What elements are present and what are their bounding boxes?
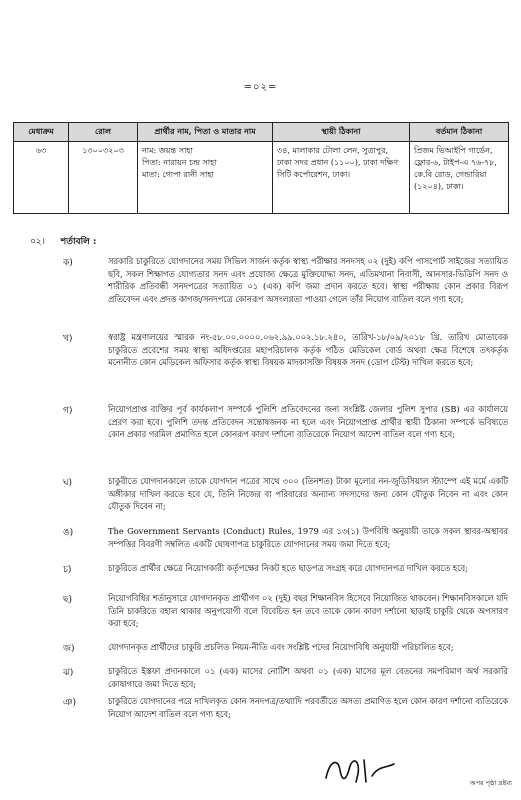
candidate-name: নাম: জয়ন্ত সাহা (142, 146, 193, 155)
candidate-table (13, 122, 509, 214)
header-merit: মেধাক্রম (14, 123, 69, 142)
section-title: শর্তাবলি : (60, 237, 97, 247)
clause-label: ঞ) (63, 698, 77, 708)
signature-icon (320, 752, 400, 788)
clause-label: চ) (63, 565, 72, 575)
cell-roll: ১৩০০৩২০৩ (69, 142, 138, 214)
cell-permanent-address: ৩৪, মালাকার টোলা লেন, সুত্রাপুর, ঢাকা সদর প্রধান (১১০০), ঢাকা দক্ষিণ সিটি কর্পোরেশন, ঢাকা। (273, 142, 410, 214)
clause-label: জ) (63, 644, 75, 654)
clause-text: সরকারি চাকুরিতে যোগদানের সময় সিভিল সার্জন কর্তৃক স্বাস্থ্য পরীক্ষার সনদসহ ০২ (দুই) কপি পাসপোর্ট সাইজের সত্যায়িত ছবি, সকল শিক্ষাগত যোগ্যতার সনদ এবং প্রযোজ্য ক্ষেত্রে মুক্তিযোদ্ধা সনদ, এতিমখানা নিবাসী, আনসার-ভিডিপি সনদ ও শারীরিক প্রতিবন্ধী সনদপত্রের সত্যায়িত ০১ (এক) কপি জমা প্রদান করতে হবে। স্বাস্থ্য পরীক্ষায় কোন প্রকার বিরূপ প্রতিবেদন এবং প্রদত্ত কাগজ/সনদপত্রে কোনরূপ অসংলগ্নতা পাওয়া গেলে তাঁর নিয়োগ বাতিল বলে গণ্য হবে; (108, 256, 508, 304)
section-number: ০২। (30, 237, 45, 247)
page-number: =০২= (243, 82, 278, 93)
clause-label: ছ) (63, 595, 72, 605)
clause-label: ঙ) (63, 528, 74, 538)
header-name: প্রার্থীর নাম, পিতা ও মাতার নাম (138, 123, 273, 142)
footer-note: অপর পৃষ্ঠা দ্রষ্টব্য (470, 779, 513, 787)
cell-merit: ৬৩ (14, 142, 69, 214)
clause-text: চাকুরিতে যোগদানের পরে দাখিলকৃত কোন সনদপত্র/তথ্যাদি পরবর্তীতে অসত্য প্রমাণিত হলে কোন কারণ দর্শানো ব্যতিরেকে নিয়োগ আদেশ বাতিল বলে গণ্য হবে; (108, 696, 508, 719)
clause-text: যোগদানকৃত প্রার্থীদের চাকুরি প্রচলিত নিয়ম-নীতি এবং সংশ্লিষ্ট পদের নিয়োগবিধি অনুযায়ী পরিচালিত হবে; (108, 642, 454, 652)
cell-name (138, 142, 273, 214)
header-permanent-address: স্থায়ী ঠিকানা (273, 123, 410, 142)
table-header-row (14, 123, 509, 142)
clause-text: চাকুরীতে যোগদানকালে তাকে যোগদান পত্রের সাথে ৩০০ (তিনশত) টাকা মূল্যের নন-জুডিসিয়াল স্ট্যাম্পে এই মর্মে একটি অঙ্গীকার দাখিল করতে হবে যে, তিনি নিজের বা পরিবারের অন্যান্য সদস্যদের জন্য কোন যৌতুক নিবেন না এবং কোন যৌতুক দিবেন না; (108, 476, 508, 511)
clause-label: ঝ) (63, 668, 74, 678)
clause-text: The Government Servants (Conduct) Rules, 1979 এর ১৩(১) উপবিধি অনুযায়ী তাকে সকল স্থাবর-অস্থাবর সম্পত্তির বিবরণী সম্বলিত একটি ঘোষণাপত্র চাকুরিতে যোগদানের সময় জমা দিতে হবে; (108, 526, 508, 549)
clause-text: নিয়োগবিধির শর্তানুসারে যোগদানকৃত প্রার্থীগণ ০২ (দুই) বছর শিক্ষানবিস হিসেবে নিয়োজিত থাকবেন। শিক্ষানবিসকালে যদি তিনি চাকরিতে বহাল থাকার অনুপযোগী বলে বিবেচিত হন তবে তাকে কোন কারণ দর্শানো ছাড়াই চাকুরি থেকে অপসারণ করা হবে; (108, 593, 508, 628)
header-present-address: বর্তমান ঠিকানা (410, 123, 509, 142)
clause-label: ঘ) (63, 478, 73, 488)
header-roll: রোল (69, 123, 138, 142)
clause-text: চাকুরিতে ইস্তফা প্রদানকালে ০১ (এক) মাসের নোটিশ অথবা ০১ (এক) মাসের মূল বেতনের সমপরিমাণ অর্থ সরকারি কোষাগারে জমা দিতে হবে; (108, 666, 508, 689)
candidate-mother: মাতা: গোপা রানী সাহা (142, 170, 214, 179)
clause-text: স্বরাষ্ট্র মন্ত্রণালয়ের স্মারক নং-৫৮.০০.০০০০.০৬২.৯৯.০০২.১৮.২৪০, তারিখ-১৮/০৯/২০১৮ খ্রি. তারিখ মোতাবেক চাকুরিতে প্রবেশের সময় স্বাস্থ্য অধিদপ্তরের মহাপরিচালক কর্তৃক গঠিত মেডিকেল বোর্ড অথবা ক্ষেত্র বিশেষে তৎকর্তৃক মনোনীত কোন মেডিকেল অফিসার কর্তৃক স্বাস্থ্য বিষয়ক মাদকাসক্তি বিষয়ক সনদ (ডোপ টেস্ট) দাখিল করতে হবে; (108, 332, 508, 367)
clause-text: নিয়োগপ্রাপ্ত ব্যক্তির পূর্ব কার্যকলাপ সম্পর্কে পুলিশি প্রতিবেদনের জন্য সংশ্লিষ্ট জেলার পুলিশ সুপার (SB) এর কার্যালয়ে প্রেরণ করা হবে। পুলিশি তদন্ত প্রতিবেদন সন্তোষজনক না হলে এবং নিয়োগপ্রাপ্ত প্রার্থীর স্থায়ী ঠিকানা সম্পর্কে ভবিষ্যতে কোন প্রকার গরমিল প্রমাণিত হলে কোনরূপ কারণ দর্শানো ব্যতিরেকে নিয়োগ আদেশ বাতিল বলে গণ্য হবে; (108, 404, 508, 439)
table-row (14, 142, 509, 214)
cell-present-address: প্রিজম ভিআইপি গার্ডেন, ফ্লোর-৬, টাইপ-এ ৭৬-৭৮, কে.বি রোড, গেন্ডারিয়া (১২০৪), ঢাকা। (410, 142, 509, 214)
clause-label: খ) (63, 334, 73, 344)
candidate-father: পিতা: নারায়ন চন্দ্র সাহা (142, 158, 217, 167)
clause-text: চাকুরিতে প্রার্থীর ক্ষেত্রে নিয়োগকারী কর্তৃপক্ষের নিকট হতে ছাড়পত্র সংগ্রহ করে যোগদানপত্র দাখিল করতে হবে; (108, 563, 468, 573)
conditions-heading (30, 234, 96, 249)
clause-label: ক) (63, 258, 73, 268)
clause-label: গ) (63, 406, 73, 416)
